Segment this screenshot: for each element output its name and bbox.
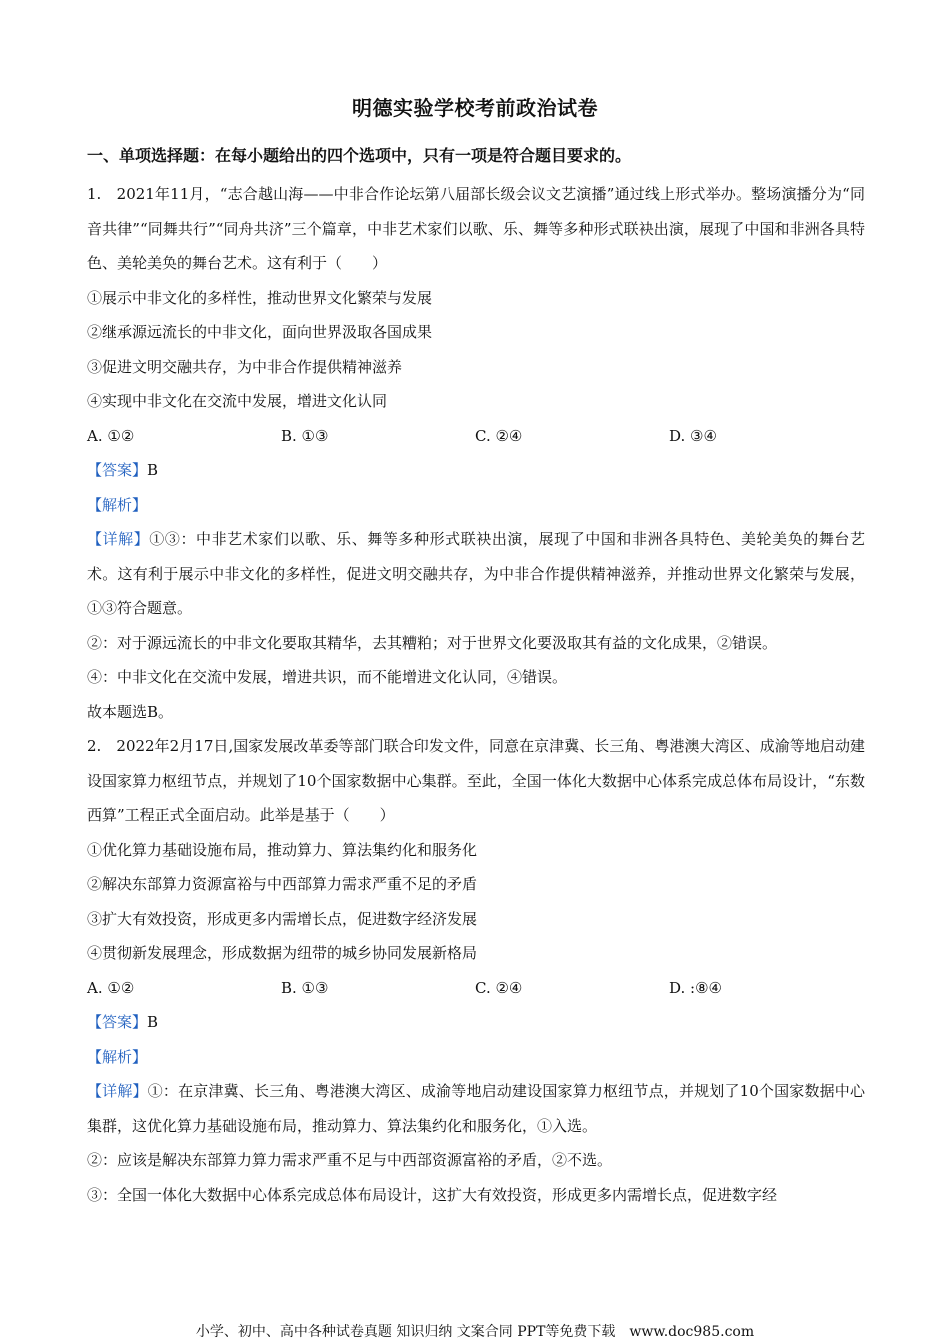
question-2-stem: 2. 2022年2月17日,国家发展改革委等部门联合印发文件，同意在京津冀、长三角、粤港澳大湾区、成渝等地启动建设国家算力枢纽节点，并规划了10个国家数据中心集群。至此，全国一体化大数据中心体系完成总体布局设计，“东数西算”工程正式全面启动。此举是基于（ ） [87,737,865,824]
question-2-extra: ②：应该是解决东部算力算力需求严重不足与中西部资源富裕的矛盾，②不选。 [87,1151,613,1169]
question-1-option: ③促进文明交融共存，为中非合作提供精神滋养 [87,357,403,376]
choice-d: D. ③④ [669,426,717,445]
answer-tag: 【答案】 [87,461,148,479]
answer-value: B [147,461,159,479]
answer-tag: 【答案】 [87,1013,148,1031]
choice-c: C. ②④ [475,978,523,997]
question-2-answer [87,1005,865,1040]
question-2-option: ④贯彻新发展理念，形成数据为纽带的城乡协同发展新格局 [87,944,478,962]
question-1-option: ④实现中非文化在交流中发展，增进文化认同 [87,392,388,410]
question-1 [87,177,865,729]
question-2-analysis [87,1040,865,1075]
question-1-choices [87,419,865,454]
analysis-tag: 【解析】 [87,1047,148,1066]
choice-a: A. ①② [87,978,135,997]
answer-value: B [147,1013,159,1031]
question-2-option: ②解决东部算力资源富裕与中西部算力需求严重不足的矛盾 [87,875,478,893]
question-2-extra: ③：全国一体化大数据中心体系完成总体布局设计，这扩大有效投资，形成更多内需增长点，促进数字经 [87,1185,778,1204]
detail-text: ①③：中非艺术家们以歌、乐、舞等多种形式联袂出演，展现了中国和非洲各具特色、美轮美奂的舞台艺术。这有利于展示中非文化的多样性，促进文明交融共存，为中非合作提供精神滋养，并推动世界文化繁荣与发展，①③符合题意。 [87,530,865,617]
detail-tag: 【详解】 [87,1082,148,1100]
choice-b: B. ①③ [281,978,329,997]
section-heading: 一、单项选择题：在每小题给出的四个选项中，只有一项是符合题目要求的。 [87,146,632,165]
choice-d: D. :⑧④ [669,978,722,997]
choice-b: B. ①③ [281,426,329,445]
question-1-option: ②继承源远流长的中非文化，面向世界汲取各国成果 [87,323,433,341]
question-1-conclusion: 故本题选B。 [87,702,174,721]
analysis-tag: 【解析】 [87,495,148,514]
footer-text: 小学、初中、高中各种试卷真题 知识归纳 文案合同 PPT等免费下载 [195,1324,616,1340]
question-2-detail [87,1074,865,1143]
detail-text: ①：在京津冀、长三角、粤港澳大湾区、成渝等地启动建设国家算力枢纽节点，并规划了10个国家数据中心集群，这优化算力基础设施布局，推动算力、算法集约化和服务化，①入选。 [87,1082,865,1135]
question-1-detail [87,522,865,626]
question-1-stem: 1. 2021年11月，“志合越山海——中非合作论坛第八届部长级会议文艺演播”通过线上形式举办。整场演播分为“同音共律”“同舞共行”“同舟共济”三个篇章，中非艺术家们以歌、乐、舞等多种形式联袂出演，展现了中国和非洲各具特色、美轮美奂的舞台艺术。这有利于（ ） [87,185,865,272]
question-1-extra: ④：中非文化在交流中发展，增进共识，而不能增进文化认同，④错误。 [87,668,568,686]
detail-tag: 【详解】 [87,530,150,548]
choice-c: C. ②④ [475,426,523,445]
question-2-choices [87,971,865,1006]
footer-url[interactable]: www.doc985.com [629,1324,755,1340]
choice-a: A. ①② [87,426,135,445]
page-title: 明德实验学校考前政治试卷 [352,96,598,120]
question-2-option: ③扩大有效投资，形成更多内需增长点，促进数字经济发展 [87,909,478,928]
question-1-extra: ②：对于源远流长的中非文化要取其精华，去其糟粕；对于世界文化要汲取其有益的文化成果，②错误。 [87,633,778,652]
page-footer [0,1322,950,1342]
question-1-analysis [87,488,865,523]
question-1-option: ①展示中非文化的多样性，推动世界文化繁荣与发展 [87,288,433,307]
exam-content [87,145,865,1212]
question-2-option: ①优化算力基础设施布局，推动算力、算法集约化和服务化 [87,840,478,859]
question-2 [87,729,865,1212]
question-1-answer [87,453,865,488]
